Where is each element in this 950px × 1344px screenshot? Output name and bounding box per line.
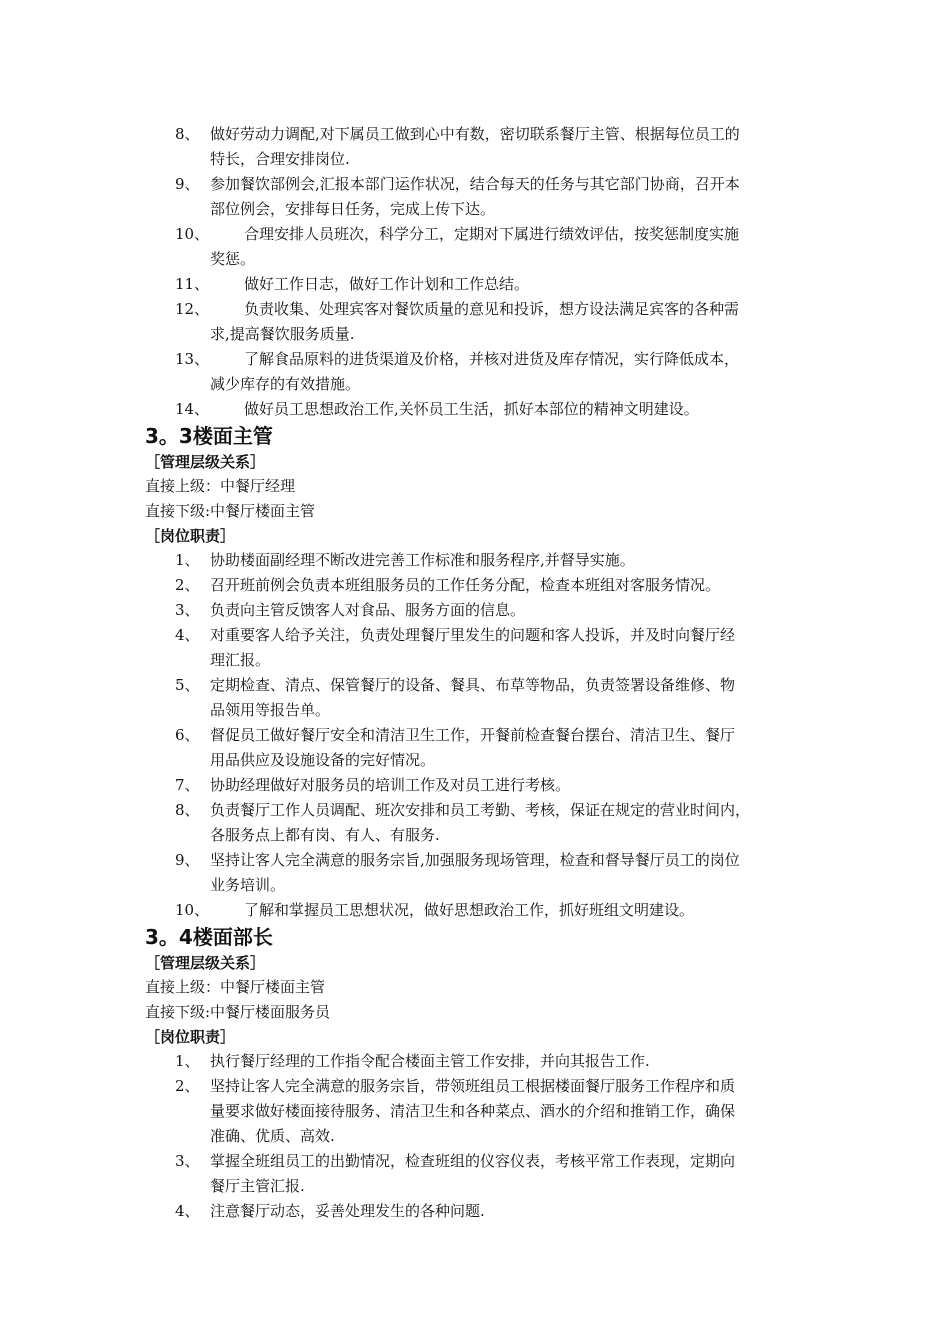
list-item [145,297,825,347]
duty-list [145,548,825,923]
direct-superior: 直接上级：中餐厅楼面主管 [145,978,326,996]
item-number: 2、 [175,576,200,594]
item-text: 协助经理做好对服务员的培训工作及对员工进行考核。 [210,776,571,794]
subheading-hierarchy: ［管理层级关系］ [145,453,266,471]
item-text: 做好员工思想政治工作,关怀员工生活，抓好本部位的精神文明建设。 [244,400,699,418]
list-item [145,1199,825,1224]
item-text: 做好劳动力调配,对下属员工做到心中有数，密切联系餐厅主管、根据每位员工的 特长，合理安排岗位. [210,125,740,168]
list-item [145,898,825,923]
list-item [145,347,825,397]
item-number: 10、 [175,901,210,919]
list-item [145,798,825,848]
list-item [145,1149,825,1199]
subheading-duties: ［岗位职责］ [145,1028,236,1046]
list-item [145,573,825,598]
list-item [145,272,825,297]
item-number: 1、 [175,1052,200,1070]
item-number: 5、 [175,676,200,694]
list-item [145,773,825,798]
subheading-duties: ［岗位职责］ [145,527,236,545]
subheading-hierarchy: ［管理层级关系］ [145,954,266,972]
list-item [145,723,825,773]
item-text: 合理安排人员班次，科学分工，定期对下属进行绩效评估，按奖惩制度实施 奖惩。 [210,225,740,268]
list-item [145,1049,825,1074]
duty-list [145,1049,825,1224]
item-number: 1、 [175,551,200,569]
item-number: 9、 [175,175,200,193]
item-number: 8、 [175,801,200,819]
item-text: 负责收集、处理宾客对餐饮质量的意见和投诉，想方设法满足宾客的各种需 求,提高餐饮服务质量. [210,300,740,343]
list-item [145,848,825,898]
item-number: 3、 [175,601,200,619]
list-item [145,172,825,222]
list-item [145,548,825,573]
section-floor-captain [145,923,825,1224]
item-text: 做好工作日志，做好工作计划和工作总结。 [244,275,530,293]
item-text: 了解和掌握员工思想状况，做好思想政治工作，抓好班组文明建设。 [244,901,695,919]
item-text: 坚持让客人完全满意的服务宗旨,加强服务现场管理，检查和督导餐厅员工的岗位 业务培训。 [210,851,740,894]
section-title: 3。4楼面部长 [145,925,273,949]
item-number: 14、 [175,400,210,418]
item-text: 督促员工做好餐厅安全和清洁卫生工作，开餐前检查餐台摆台、清洁卫生、餐厅 用品供应及设施设备的完好情况。 [210,726,736,769]
list-item [145,397,825,422]
item-text: 注意餐厅动态，妥善处理发生的各种问题. [210,1202,485,1220]
item-number: 9、 [175,851,200,869]
item-text: 负责餐厅工作人员调配、班次安排和员工考勤、考核，保证在规定的营业时间内， 各服务点上都有岗、有人、有服务. [210,801,751,844]
item-number: 8、 [175,125,200,143]
item-number: 10、 [175,225,210,243]
list-item [145,598,825,623]
direct-subordinate: 直接下级:中餐厅楼面主管 [145,502,316,520]
item-text: 执行餐厅经理的工作指令配合楼面主管工作安排，并向其报告工作. [210,1052,650,1070]
item-text: 负责向主管反馈客人对食品、服务方面的信息。 [210,601,526,619]
item-text: 协助楼面副经理不断改进完善工作标准和服务程序,并督导实施。 [210,551,635,569]
item-text: 定期检查、清点、保管餐厅的设备、餐具、布草等物品，负责签署设备维修、物 品领用等报告单。 [210,676,736,719]
item-number: 4、 [175,626,200,644]
item-number: 6、 [175,726,200,744]
item-text: 召开班前例会负责本班组服务员的工作任务分配，检查本班组对客服务情况。 [210,576,721,594]
item-text: 参加餐饮部例会,汇报本部门运作状况，结合每天的任务与其它部门协商，召开本 部位例会，安排每日任务，完成上传下达。 [210,175,740,218]
list-item [145,623,825,673]
direct-subordinate: 直接下级:中餐厅楼面服务员 [145,1003,331,1021]
section-title: 3。3楼面主管 [145,424,273,448]
item-text: 对重要客人给予关注，负责处理餐厅里发生的问题和客人投诉，并及时向餐厅经 理汇报。 [210,626,736,669]
item-number: 4、 [175,1202,200,1220]
direct-superior: 直接上级：中餐厅经理 [145,477,296,495]
item-number: 12、 [175,300,210,318]
list-item [145,122,825,172]
item-number: 2、 [175,1077,200,1095]
list-item [145,222,825,272]
item-number: 11、 [175,275,210,293]
item-text: 了解食品原料的进货渠道及价格，并核对进货及库存情况，实行降低成本， 减少库存的有效措施。 [210,350,740,393]
item-number: 3、 [175,1152,200,1170]
list-item [145,673,825,723]
item-text: 掌握全班组员工的出勤情况，检查班组的仪容仪表，考核平常工作表现，定期向 餐厅主管汇报. [210,1152,736,1195]
section-floor-supervisor [145,422,825,923]
document-content [145,122,825,1224]
item-number: 13、 [175,350,210,368]
item-text: 坚持让客人完全满意的服务宗旨，带领班组员工根据楼面餐厅服务工作程序和质 量要求做好楼面接待服务、清洁卫生和各种菜点、酒水的介绍和推销工作，确保 准确、优质、高效. [210,1077,736,1145]
prev-duty-list [145,122,825,422]
item-number: 7、 [175,776,200,794]
list-item [145,1074,825,1149]
